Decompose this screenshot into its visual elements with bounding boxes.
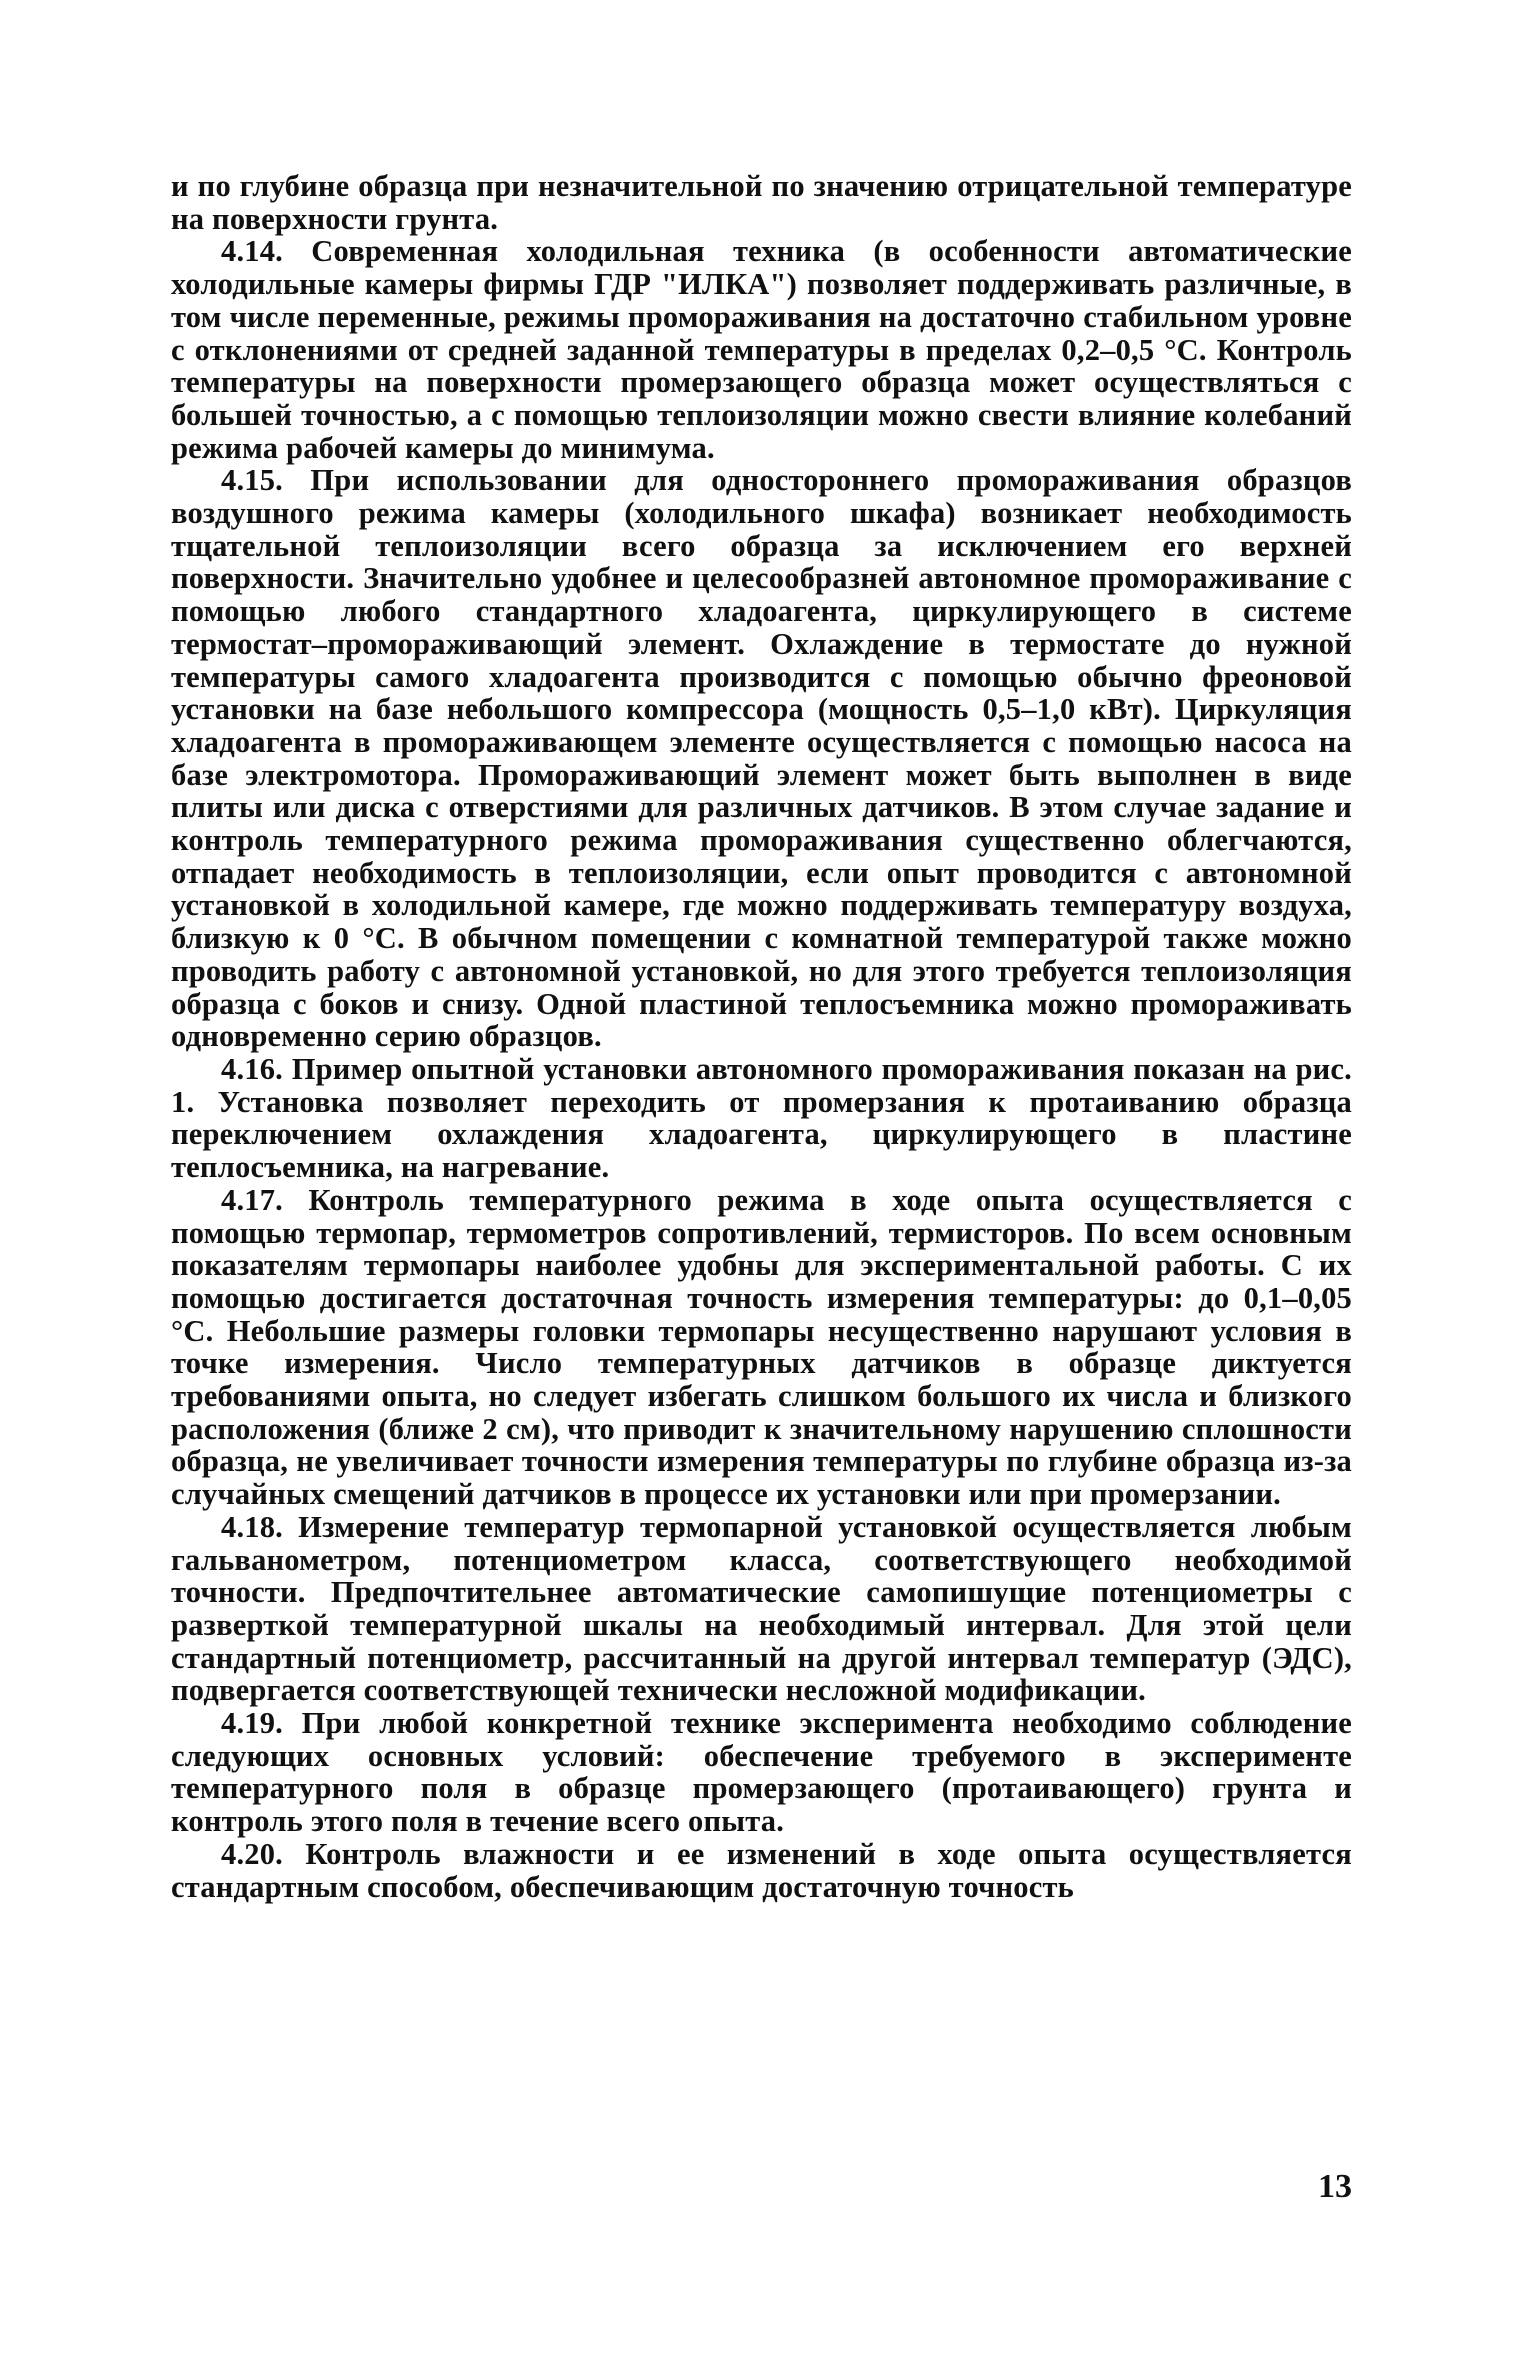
paragraph-text: Современная холодильная техника (в особенности автоматические холодильные камеры фирмы ГДР "ИЛКА") позволяет поддерживать различные, в том числе переменные, режимы промораживания на достаточно стабильном уровне с отклонениями от средней заданной температуры в пределах 0,2–0,5 °С. Контроль температуры на поверхности промерзающего образца может осуществляться с большей точностью, а с помощью теплоизоляции можно свести влияние колебаний режима рабочей камеры до минимума. bbox=[171, 234, 1352, 465]
paragraph-text: Измерение температур термопарной установкой осуществляется любым гальванометром, потенциометром класса, соответствующего необходимой точности. Предпочтительнее автоматические самопишущие потенциометры с разверткой температурной шкалы на необходимый интервал. Для этой цели стандартный потенциометр, рассчитанный на другой интервал температур (ЭДС), подвергается соответствующей технически несложной модификации. bbox=[171, 1509, 1352, 1708]
paragraph-text: Контроль температурного режима в ходе опыта осуществляется с помощью термопар, термометров сопротивлений, термисторов. По всем основным показателям термопары наиболее удобны для экспериментальной работы. С их помощью достигается достаточная точность измерения температуры: до 0,1–0,05 °С. Небольшие размеры головки термопары несущественно нарушают условия в точке измерения. Число температурных датчиков в образце диктуется требованиями опыта, но следует избегать слишком большого их числа и близкого расположения (ближе 2 см), что приводит к значительному нарушению сплошности образца, не увеличивает точности измерения температуры по глубине образца из-за случайных смещений датчиков в процессе их установки или при промерзании. bbox=[171, 1182, 1353, 1512]
paragraph-4-15 bbox=[171, 464, 1352, 1053]
paragraph-number: 4.19. bbox=[221, 1706, 283, 1741]
page-body bbox=[171, 170, 1352, 1903]
paragraph-text: Пример опытной установки автономного промораживания показан на рис. 1. Установка позволяет переходить от промерзания к протаиванию образца переключением охлаждения хладоагента, циркулирующего в пластине теплосъемника, на нагревание. bbox=[171, 1051, 1352, 1185]
paragraph-number: 4.20. bbox=[221, 1836, 283, 1871]
paragraph-4-14 bbox=[171, 235, 1352, 464]
paragraph-continuation bbox=[171, 170, 1352, 235]
page-number: 13 bbox=[1318, 2168, 1352, 2205]
paragraph-text: и по глубине образца при незначительной по значению отрицательной температуре на поверхности грунта. bbox=[171, 169, 1352, 236]
paragraph-text: Контроль влажности и ее изменений в ходе опыта осуществляется стандартным способом, обеспечивающим достаточную точность bbox=[171, 1836, 1352, 1904]
paragraph-4-18 bbox=[171, 1511, 1352, 1707]
paragraph-4-20 bbox=[171, 1838, 1352, 1903]
paragraph-4-19 bbox=[171, 1707, 1352, 1838]
paragraph-text: При любой конкретной технике эксперимента необходимо соблюдение следующих основных условий: обеспечение требуемого в эксперименте температурного поля в образце промерзающего (протаивающего) грунта и контроль этого поля в течение всего опыта. bbox=[171, 1706, 1352, 1839]
paragraph-number: 4.16. bbox=[221, 1051, 283, 1086]
paragraph-number: 4.17. bbox=[221, 1182, 283, 1217]
paragraph-number: 4.18. bbox=[221, 1509, 283, 1544]
paragraph-number: 4.15. bbox=[221, 463, 283, 498]
paragraph-4-17 bbox=[171, 1184, 1352, 1511]
paragraph-number: 4.14. bbox=[221, 234, 283, 269]
paragraph-text: При использовании для одностороннего промораживания образцов воздушного режима камеры (холодильного шкафа) возникает необходимость тщательной теплоизоляции всего образца за исключением его верхней поверхности. Значительно удобнее и целесообразней автономное промораживание с помощью любого стандартного хладоагента, циркулирующего в системе термостат–промораживающий элемент. Охлаждение в термостате до нужной температуры самого хладоагента производится с помощью обычно фреоновой установки на базе небольшого компрессора (мощность 0,5–1,0 кВт). Циркуляция хладоагента в промораживающем элементе осуществляется с помощью насоса на базе электромотора. Промораживающий элемент может быть выполнен в виде плиты или диска с отверстиями для различных датчиков. В этом случае задание и контроль температурного режима промораживания существенно облегчаются, отпадает необходимость в теплоизоляции, если опыт проводится с автономной установкой в холодильной камере, где можно поддерживать температуру воздуха, близкую к 0 °С. В обычном помещении с комнатной температурой также можно проводить работу с автономной установкой, но для этого требуется теплоизоляция образца с боков и снизу. Одной пластиной теплосъемника можно промораживать одновременно серию образцов. bbox=[171, 463, 1353, 1054]
paragraph-4-16 bbox=[171, 1053, 1352, 1184]
